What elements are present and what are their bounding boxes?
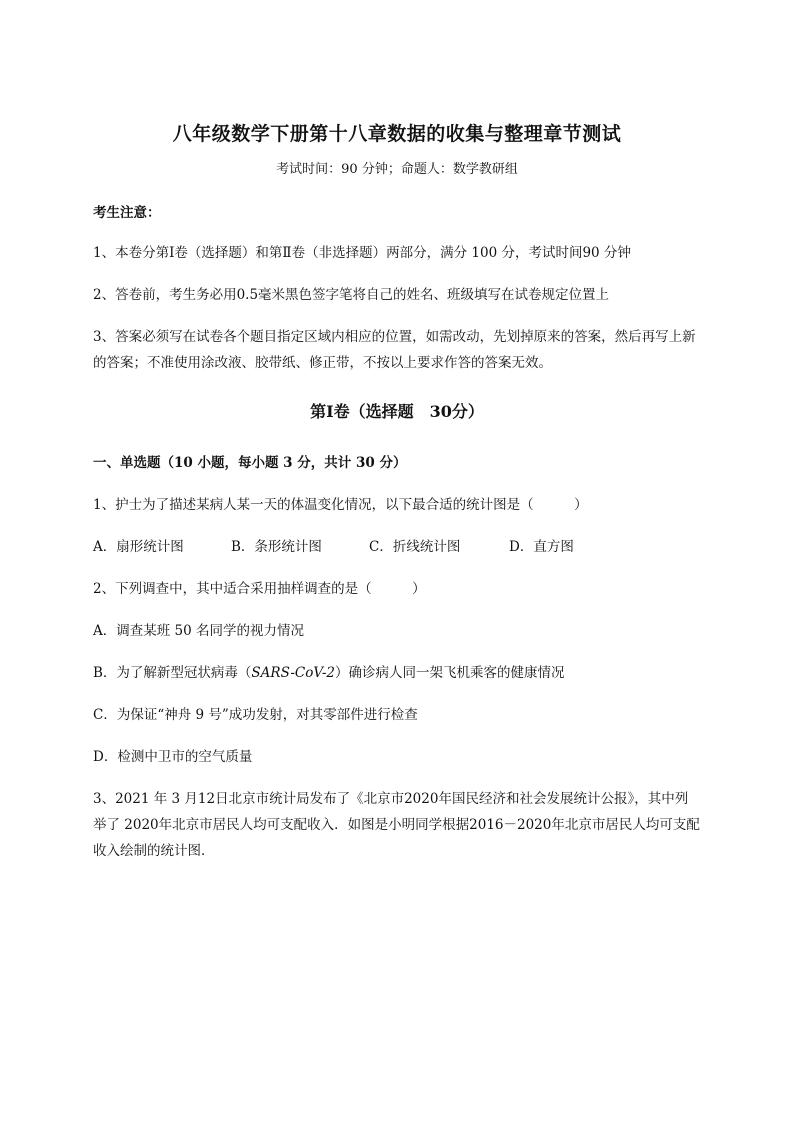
section-title: 第Ⅰ卷（选择题 30分） (310, 402, 484, 421)
note-item-2: 2、答卷前，考生务必用0.5毫米黑色签字笔将自己的姓名、班级填写在试卷规定位置上 (93, 287, 610, 303)
question-3-line-1: 3、2021 年 3 月12日北京市统计局发布了《北京市2020年国民经济和社会发展统计公报》，其中列 (93, 791, 689, 807)
virus-name: SARS-CoV-2 (251, 665, 336, 681)
question-1-options (93, 535, 574, 555)
option-a: A．扇形统计图 (93, 539, 184, 555)
part-heading: 一、单选题（10 小题，每小题 3 分，共计 30 分） (93, 455, 407, 471)
note-item-3-line-2: 的答案；不准使用涂改液、胶带纸、修正带，不按以上要求作答的答案无效。 (93, 355, 552, 371)
option-b-suffix: ）确诊病人同一架飞机乘客的健康情况 (335, 665, 565, 681)
option-d: D．直方图 (509, 539, 574, 555)
question-1-stem: 1、护士为了描述某病人某一天的体温变化情况，以下最合适的统计图是（ ） (93, 497, 588, 513)
page-title: 八年级数学下册第十八章数据的收集与整理章节测试 (172, 123, 622, 145)
exam-info: 考试时间：90 分钟；命题人：数学教研组 (276, 162, 518, 177)
question-3-line-2: 举了 2020年北京市居民人均可支配收入．如图是小明同学根据2016－2020年北京市居民人均可支配 (93, 817, 700, 833)
option-b-prefix: B．为了解新型冠状病毒（ (93, 665, 252, 681)
question-2-option-d: D．检测中卫市的空气质量 (93, 749, 253, 765)
question-3-line-3: 收入绘制的统计图． (93, 843, 215, 859)
note-item-1: 1、本卷分第Ⅰ卷（选择题）和第Ⅱ卷（非选择题）两部分，满分 100 分，考试时间90 分钟 (93, 245, 631, 261)
option-c: C．折线统计图 (369, 539, 461, 555)
question-2-option-a: A．调查某班 50 名同学的视力情况 (93, 623, 305, 639)
option-b: B．条形统计图 (231, 539, 322, 555)
question-2-option-c: C．为保证“神舟 9 号”成功发射，对其零部件进行检查 (93, 707, 418, 723)
question-2-stem: 2、下列调查中，其中适合采用抽样调查的是（ ） (93, 581, 426, 597)
note-item-3-line-1: 3、答案必须写在试卷各个题目指定区域内相应的位置，如需改动，先划掉原来的答案，然后再写上新 (93, 329, 696, 345)
question-2-option-b (93, 661, 565, 681)
notes-heading: 考生注意： (93, 205, 161, 221)
